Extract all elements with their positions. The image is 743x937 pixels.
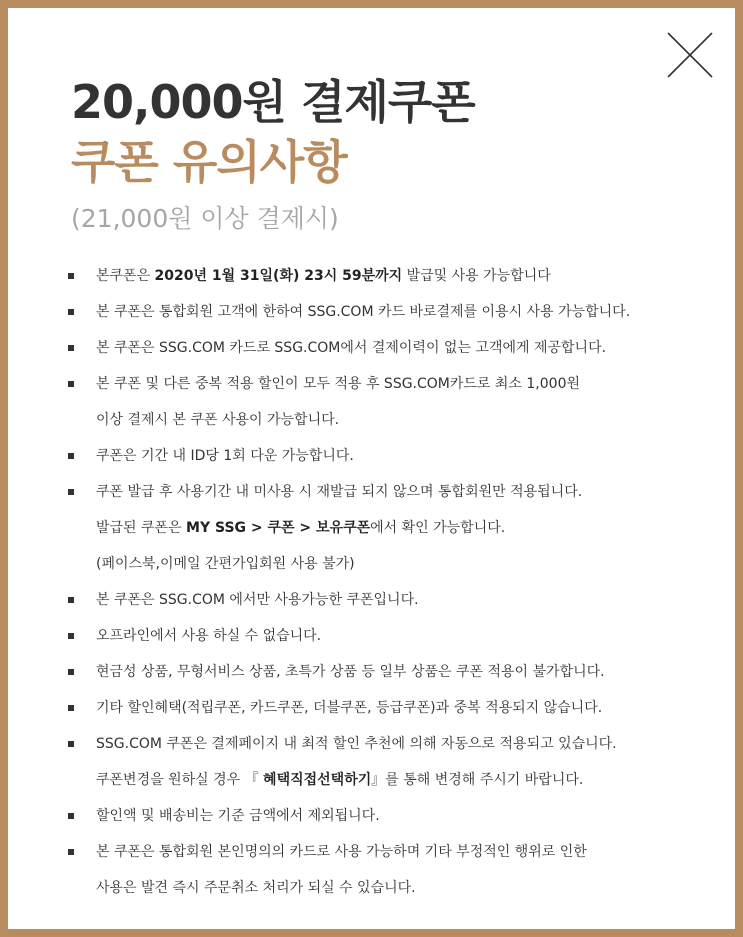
bullet-icon xyxy=(68,705,74,711)
bullet-icon xyxy=(68,381,74,387)
bullet-icon xyxy=(68,489,74,495)
notice-line: 본 쿠폰은 통합회원 본인명의의 카드로 사용 가능하며 기타 부정적인 행위로 인한 xyxy=(96,844,587,860)
notice-line: 쿠폰 발급 후 사용기간 내 미사용 시 재발급 되지 않으며 통합회원만 적용됩니다. xyxy=(96,484,583,500)
notice-line: 이상 결제시 본 쿠폰 사용이 가능합니다. xyxy=(96,412,340,428)
coupon-title: 20,000원 결제쿠폰 xyxy=(71,75,475,129)
notice-line: 쿠폰은 기간 내 ID당 1회 다운 가능합니다. xyxy=(96,448,354,464)
notice-line: SSG.COM 쿠폰은 결제페이지 내 최적 할인 추천에 의해 자동으로 적용되고 있습니다. xyxy=(96,736,617,752)
notice-line: 본쿠폰은 2020년 1월 31일(화) 23시 59분까지 발급및 사용 가능합니다 xyxy=(96,268,551,284)
notice-item xyxy=(68,690,728,726)
bullet-icon xyxy=(68,741,74,747)
bullet-icon xyxy=(68,633,74,639)
bullet-icon xyxy=(68,849,74,855)
notice-item xyxy=(68,798,728,834)
notice-item xyxy=(68,654,728,690)
notice-heading: 쿠폰 유의사항 xyxy=(71,135,347,189)
notice-line: 현금성 상품, 무형서비스 상품, 초특가 상품 등 일부 상품은 쿠폰 적용이 불가합니다. xyxy=(96,664,605,680)
notice-line: 발급된 쿠폰은 MY SSG > 쿠폰 > 보유쿠폰에서 확인 가능합니다. xyxy=(96,520,506,536)
notice-line: 본 쿠폰은 SSG.COM 카드로 SSG.COM에서 결제이력이 없는 고객에게 제공합니다. xyxy=(96,340,607,356)
notice-list xyxy=(68,258,728,906)
bullet-icon xyxy=(68,813,74,819)
notice-line: 본 쿠폰 및 다른 중복 적용 할인이 모두 적용 후 SSG.COM카드로 최소 1,000원 xyxy=(96,376,581,392)
notice-item xyxy=(68,474,728,582)
notice-line: 오프라인에서 사용 하실 수 없습니다. xyxy=(96,628,322,644)
bullet-icon xyxy=(68,597,74,603)
bullet-icon xyxy=(68,453,74,459)
notice-item xyxy=(68,582,728,618)
notice-line: 사용은 발견 즉시 주문취소 처리가 되실 수 있습니다. xyxy=(96,880,416,896)
bullet-icon xyxy=(68,345,74,351)
notice-line: 쿠폰변경을 원하실 경우 『 혜택직접선택하기』를 통해 변경해 주시기 바랍니다. xyxy=(96,772,584,788)
notice-item xyxy=(68,366,728,438)
bullet-icon xyxy=(68,669,74,675)
notice-line: 본 쿠폰은 SSG.COM 에서만 사용가능한 쿠폰입니다. xyxy=(96,592,419,608)
bullet-icon xyxy=(68,309,74,315)
notice-item xyxy=(68,726,728,798)
notice-line: 본 쿠폰은 통합회원 고객에 한하여 SSG.COM 카드 바로결제를 이용시 사용 가능합니다. xyxy=(96,304,631,320)
notice-item xyxy=(68,258,728,294)
notice-item xyxy=(68,330,728,366)
notice-item xyxy=(68,834,728,906)
notice-line: 할인액 및 배송비는 기준 금액에서 제외됩니다. xyxy=(96,808,380,824)
notice-line: (페이스북,이메일 간편가입회원 사용 불가) xyxy=(96,556,355,572)
notice-item xyxy=(68,294,728,330)
notice-item xyxy=(68,438,728,474)
close-icon[interactable] xyxy=(666,31,714,79)
close-button[interactable] xyxy=(666,31,714,79)
bullet-icon xyxy=(68,273,74,279)
minimum-payment-condition: (21,000원 이상 결제시) xyxy=(71,204,339,233)
notice-item xyxy=(68,618,728,654)
notice-line: 기타 할인혜택(적립쿠폰, 카드쿠폰, 더블쿠폰, 등급쿠폰)과 중복 적용되지 않습니다. xyxy=(96,700,603,716)
